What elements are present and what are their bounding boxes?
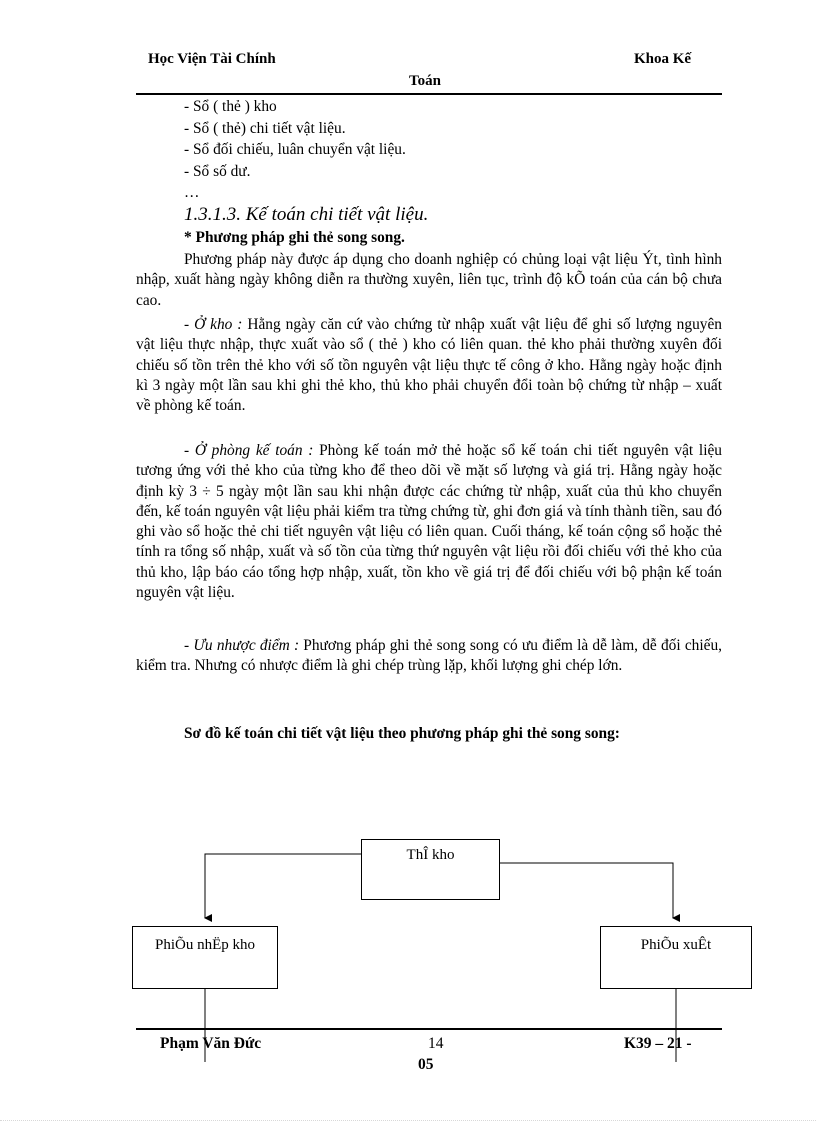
box-issue-note: PhiÕu xuÊt [600,926,752,989]
footer-page-number: 14 [428,1035,444,1052]
header-right: Khoa Kế [634,51,692,67]
paragraph-accounting-text: Phòng kế toán mở thẻ hoặc sổ kế toán chi tiết nguyên vật liệu tương ứng với thẻ kho của từng kho để theo dõi về mặt số lượng và giá trị. Hằng ngày hoặc định kỳ 3 ÷ 5 ngày một lần sau khi nhận được các chứng từ nhập, xuất của thủ kho chuyển đến, kế toán nguyên vật liệu phải kiểm tra từng chứng từ, ghi đơn giá và tính thành tiền, sau đó ghi vào sổ hoặc thẻ chi tiết nguyên vật liệu có liên quan. Cuối tháng, kế toán cộng sổ hoặc thẻ tính ra tổng số nhập, xuất và số tồn của từng thứ nguyên vật liệu rồi đối chiếu với thẻ kho của thủ kho, lập báo cáo tổng hợp nhập, xuất, tồn kho về giá trị để đối chiếu với bộ phận kế toán nguyên vật liệu. [136,442,722,602]
list-item: - Sổ ( thẻ) chi tiết vật liệu. [184,119,346,137]
arrow-to-receipt [205,854,361,918]
list-item: … [184,184,200,202]
list-item: - Sổ đối chiếu, luân chuyển vật liệu. [184,141,406,159]
list-item: - Sổ ( thẻ ) kho [184,98,277,115]
footer-class-code-line2: 05 [418,1056,434,1073]
box-inventory-card: ThÎ kho [361,839,500,900]
diagram-title: Sơ đồ kế toán chi tiết vật liệu theo phương pháp ghi thẻ song song: [184,725,620,742]
footer-author: Phạm Văn Đức [160,1035,262,1052]
page-bottom-edge [0,1120,816,1121]
footer-class-code: K39 – 21 - [624,1035,692,1052]
paragraph-intro: Phương pháp này được áp dụng cho doanh nghiệp có chủng loại vật liệu Ýt, tình hình nhập, xuất hàng ngày không diễn ra thường xuyên, liên tục, trình độ kÕ toán của cán bộ chưa cao. [136,251,722,309]
paragraph-warehouse-label: - Ở kho : [184,316,243,333]
paragraph-warehouse-text: Hằng ngày căn cứ vào chứng từ nhập xuất vật liệu để ghi số lượng nguyên vật liệu thực nhập, thực xuất vào sổ ( thẻ ) kho có liên quan. thẻ kho phải thường xuyên đối chiếu số tồn trên thẻ kho với số tồn nguyên vật liệu thực tế công ở kho. Hằng ngày hoặc định kì 3 ngày một lần sau khi ghi thẻ kho, thủ kho phải chuyển đổi toàn bộ chứng từ nhập – xuất về phòng kế toán. [136,316,722,415]
header-left: Học Viện Tài Chính [148,51,276,67]
paragraph-pros-cons-text: Phương pháp ghi thẻ song song có ưu điểm là dễ làm, dễ đối chiếu, kiểm tra. Nhưng có nhược điểm là ghi chép trùng lặp, khối lượng ghi chép lớn. [136,637,722,675]
footer-rule [136,1028,722,1030]
method-title: * Phương pháp ghi thẻ song song. [184,229,405,246]
box-receipt-note: PhiÕu nhËp kho [132,926,278,989]
paragraph-accounting-label: - Ở phòng kế toán : [184,442,314,459]
header-second-line: Toán [409,73,441,89]
arrow-to-issue [500,863,673,918]
list-item: - Sổ số dư. [184,162,251,180]
section-title: 1.3.1.3. Kế toán chi tiết vật liệu. [184,204,429,225]
paragraph-pros-cons-label: - Ưu nhược điểm : [184,637,300,654]
